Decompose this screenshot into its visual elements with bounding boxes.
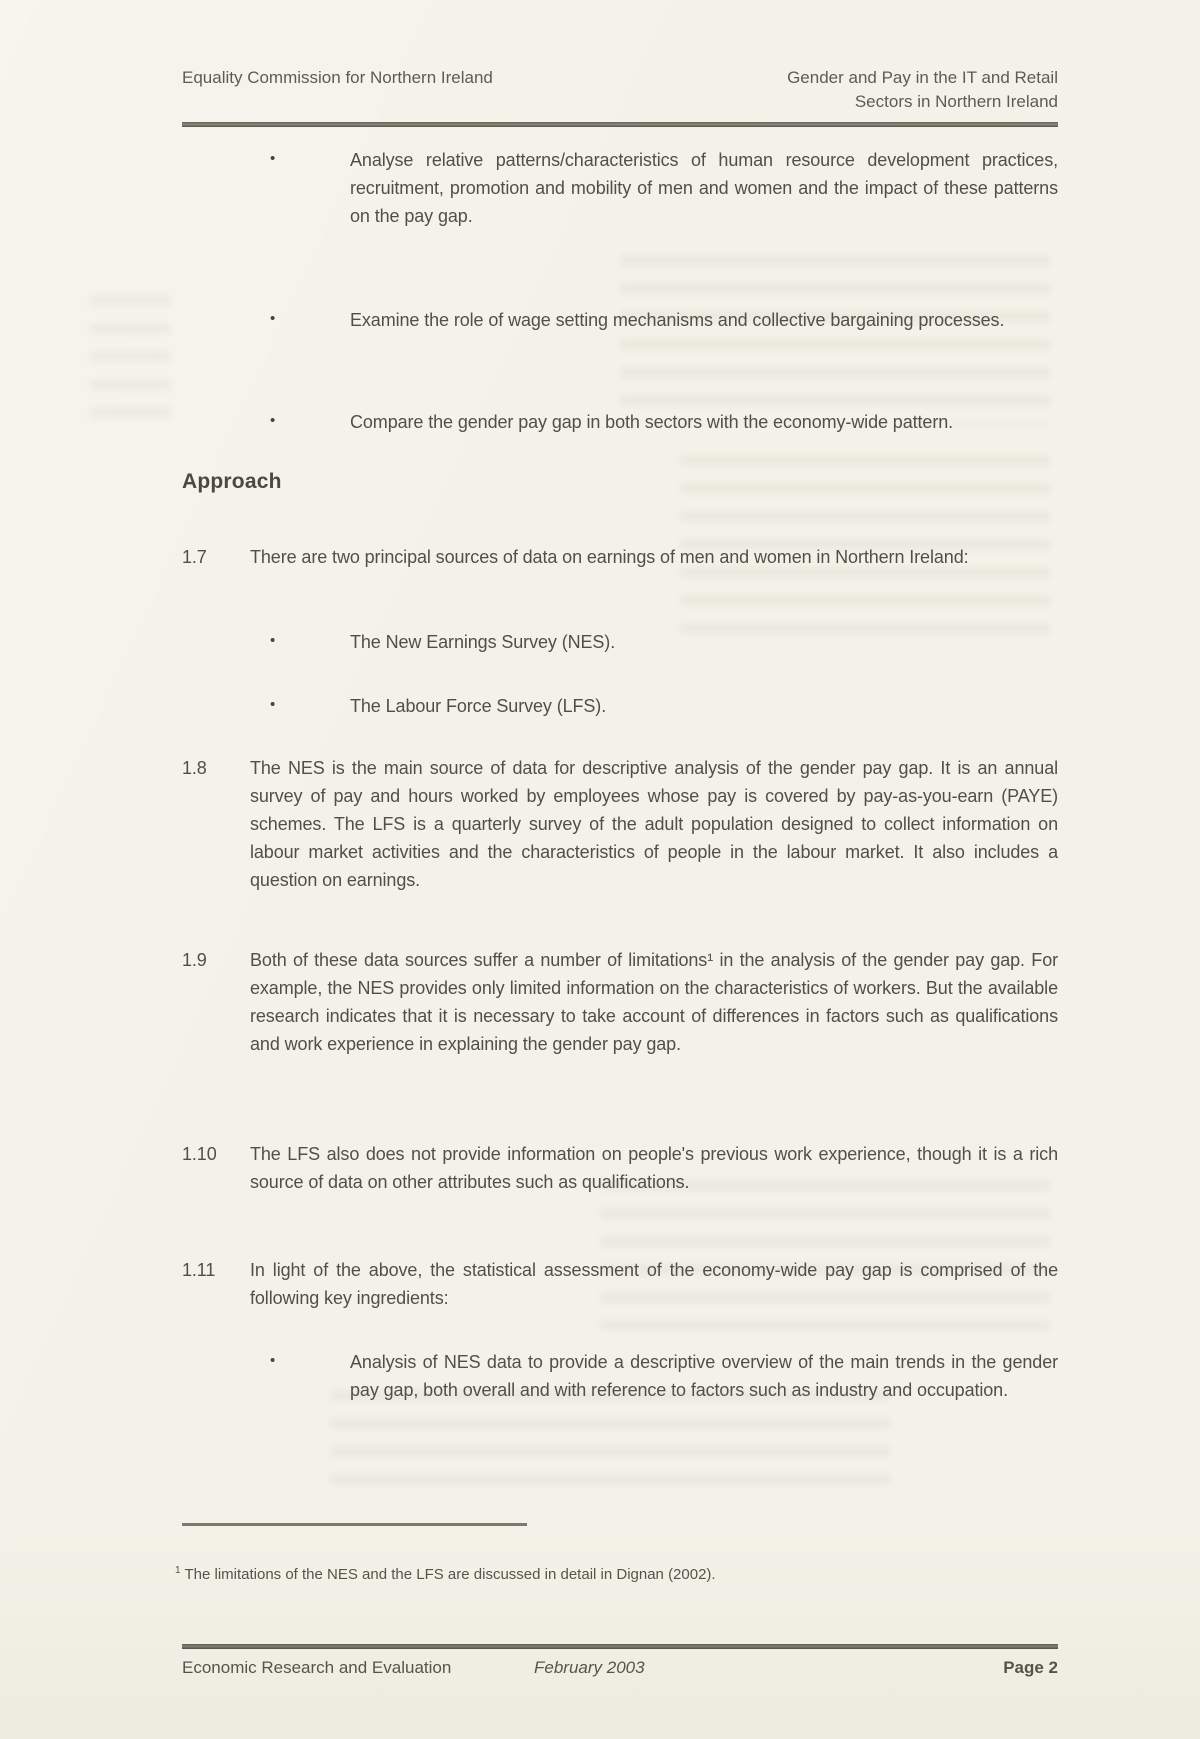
list-item [182, 692, 1058, 720]
section-heading: Approach [182, 470, 282, 493]
footer-rule [182, 1644, 1058, 1649]
bullet-marker-icon: • [270, 632, 276, 649]
paragraph-number: 1.10 [182, 1144, 217, 1164]
bullet-text: Analyse relative patterns/characteristics of human resource development practices, recruitment, promotion and mobility of men and women and the impact of these patterns on the pay gap. [350, 150, 1058, 226]
footer-date: February 2003 [534, 1658, 645, 1677]
bleedthrough-smudge [620, 255, 1050, 425]
paragraph-number: 1.7 [182, 547, 207, 567]
bullet-marker-icon: • [270, 1352, 276, 1369]
bullet-marker-icon: • [270, 696, 276, 713]
paragraph-number: 1.9 [182, 950, 207, 970]
footnote-text: The limitations of the NES and the LFS are discussed in detail in Dignan (2002). [184, 1566, 716, 1583]
header-right-line1: Gender and Pay in the IT and Retail [787, 68, 1058, 87]
bullet-text: The Labour Force Survey (LFS). [350, 696, 607, 716]
paragraph-number: 1.11 [182, 1260, 216, 1280]
bleedthrough-smudge [90, 295, 170, 425]
footnote-separator [182, 1523, 527, 1526]
bullet-text: The New Earnings Survey (NES). [350, 632, 616, 652]
numbered-paragraph [182, 754, 1058, 894]
header-right-text [787, 66, 1058, 114]
list-item [182, 306, 1058, 334]
paragraph-text: The LFS also does not provide information on people's previous work experience, though it is a rich source of data on other attributes such as qualifications. [250, 1144, 1058, 1192]
header-left-text: Equality Commission for Northern Ireland [182, 68, 493, 87]
bullet-text: Analysis of NES data to provide a descriptive overview of the main trends in the gender pay gap, both overall and with reference to factors such as industry and occupation. [350, 1352, 1058, 1400]
paragraph-text: Both of these data sources suffer a number of limitations¹ in the analysis of the gender pay gap. For example, the NES provides only limited information on the characteristics of workers. But the available research indicates that it is necessary to take account of differences in factors such as qualifications and work experience in explaining the gender pay gap. [250, 950, 1058, 1054]
numbered-paragraph [182, 1256, 1058, 1312]
list-item [182, 1348, 1058, 1404]
header-rule [182, 122, 1058, 127]
footnote [175, 1560, 935, 1586]
paragraph-text: In light of the above, the statistical assessment of the economy-wide pay gap is comprised of the following key ingredients: [250, 1260, 1058, 1308]
footer-page-number: Page 2 [1003, 1658, 1058, 1677]
numbered-paragraph [182, 946, 1058, 1058]
bullet-text: Compare the gender pay gap in both sectors with the economy-wide pattern. [350, 412, 954, 432]
numbered-paragraph [182, 1140, 1058, 1196]
paragraph-number: 1.8 [182, 758, 207, 778]
bullet-marker-icon: • [270, 150, 276, 167]
paragraph-text: There are two principal sources of data on earnings of men and women in Northern Ireland: [250, 547, 969, 567]
list-item [182, 146, 1058, 230]
list-item [182, 628, 1058, 656]
bullet-marker-icon: • [270, 310, 276, 327]
footnote-marker: 1 [175, 1565, 181, 1576]
bleedthrough-smudge [330, 1390, 890, 1500]
bullet-text: Examine the role of wage setting mechanisms and collective bargaining processes. [350, 310, 1005, 330]
list-item [182, 408, 1058, 436]
footer [182, 1658, 1058, 1682]
numbered-paragraph [182, 543, 1058, 571]
bullet-marker-icon: • [270, 412, 276, 429]
footer-department: Economic Research and Evaluation [182, 1658, 452, 1677]
header-right-line2: Sectors in Northern Ireland [854, 92, 1058, 111]
paragraph-text: The NES is the main source of data for descriptive analysis of the gender pay gap. It is an annual survey of pay and hours worked by employees whose pay is covered by pay-as-you-earn (PAYE) schemes. The LFS is a quarterly survey of the adult population designed to collect information on labour market activities and the characteristics of people in the labour market. It also includes a question on earnings. [250, 758, 1058, 890]
